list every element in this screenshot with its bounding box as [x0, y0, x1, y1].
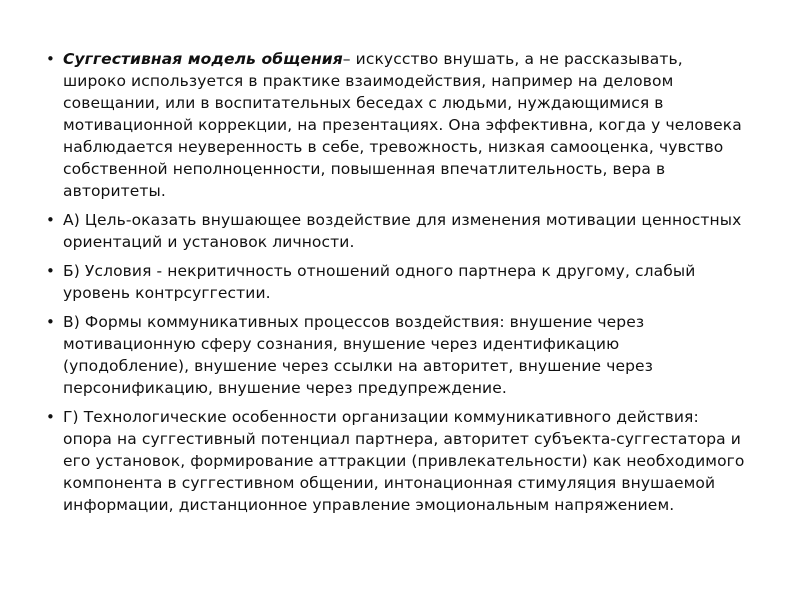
bullet-text: В) Формы коммуникативных процессов воздействия: внушение через мотивационную сферу сознания, внушение через идентификацию (уподобление), внушение через ссылки на авторитет, внушение через персонификацию, внушение через предупреждение. [63, 313, 654, 397]
bullet-list [44, 48, 749, 516]
bullet-dot-icon: • [46, 211, 55, 229]
bullet-text: Г) Технологические особенности организации коммуникативного действия: опора на суггестивный потенциал партнера, авторитет субъекта-суггестатора и его установок, формирование аттракции (привлекательности) как необходимого компонента в суггестивном общении, интонационная стимуляция внушаемой информации, дистанционное управление эмоциональным напряжением. [63, 408, 745, 514]
bullet-dot-icon: • [46, 262, 55, 280]
bullet-item-conditions [44, 260, 749, 304]
bullet-item-technological-features [44, 406, 749, 516]
bullet-item-suggestive-model [44, 48, 749, 202]
bullet-item-forms [44, 311, 749, 399]
bullet-dot-icon: • [46, 313, 55, 331]
bullet-term: Суггестивная модель общения [63, 50, 343, 68]
bullet-dot-icon: • [46, 50, 55, 68]
slide-content [44, 48, 749, 523]
bullet-item-goal [44, 209, 749, 253]
bullet-text: А) Цель-оказать внушающее воздействие для изменения мотивации ценностных ориентаций и установок личности. [63, 211, 742, 251]
bullet-text: – искусство внушать, а не рассказывать, широко используется в практике взаимодействия, например на деловом совещании, или в воспитательных беседах с людьми, нуждающимися в мотивационной коррекции, на презентациях. Она эффективна, когда у человека наблюдается неуверенность в себе, тревожность, низкая самооценка, чувство собственной неполноценности, повышенная впечатлительность, вера в авторитеты. [63, 50, 742, 200]
bullet-text: Б) Условия - некритичность отношений одного партнера к другому, слабый уровень контрсуггестии. [63, 262, 696, 302]
bullet-dot-icon: • [46, 408, 55, 426]
